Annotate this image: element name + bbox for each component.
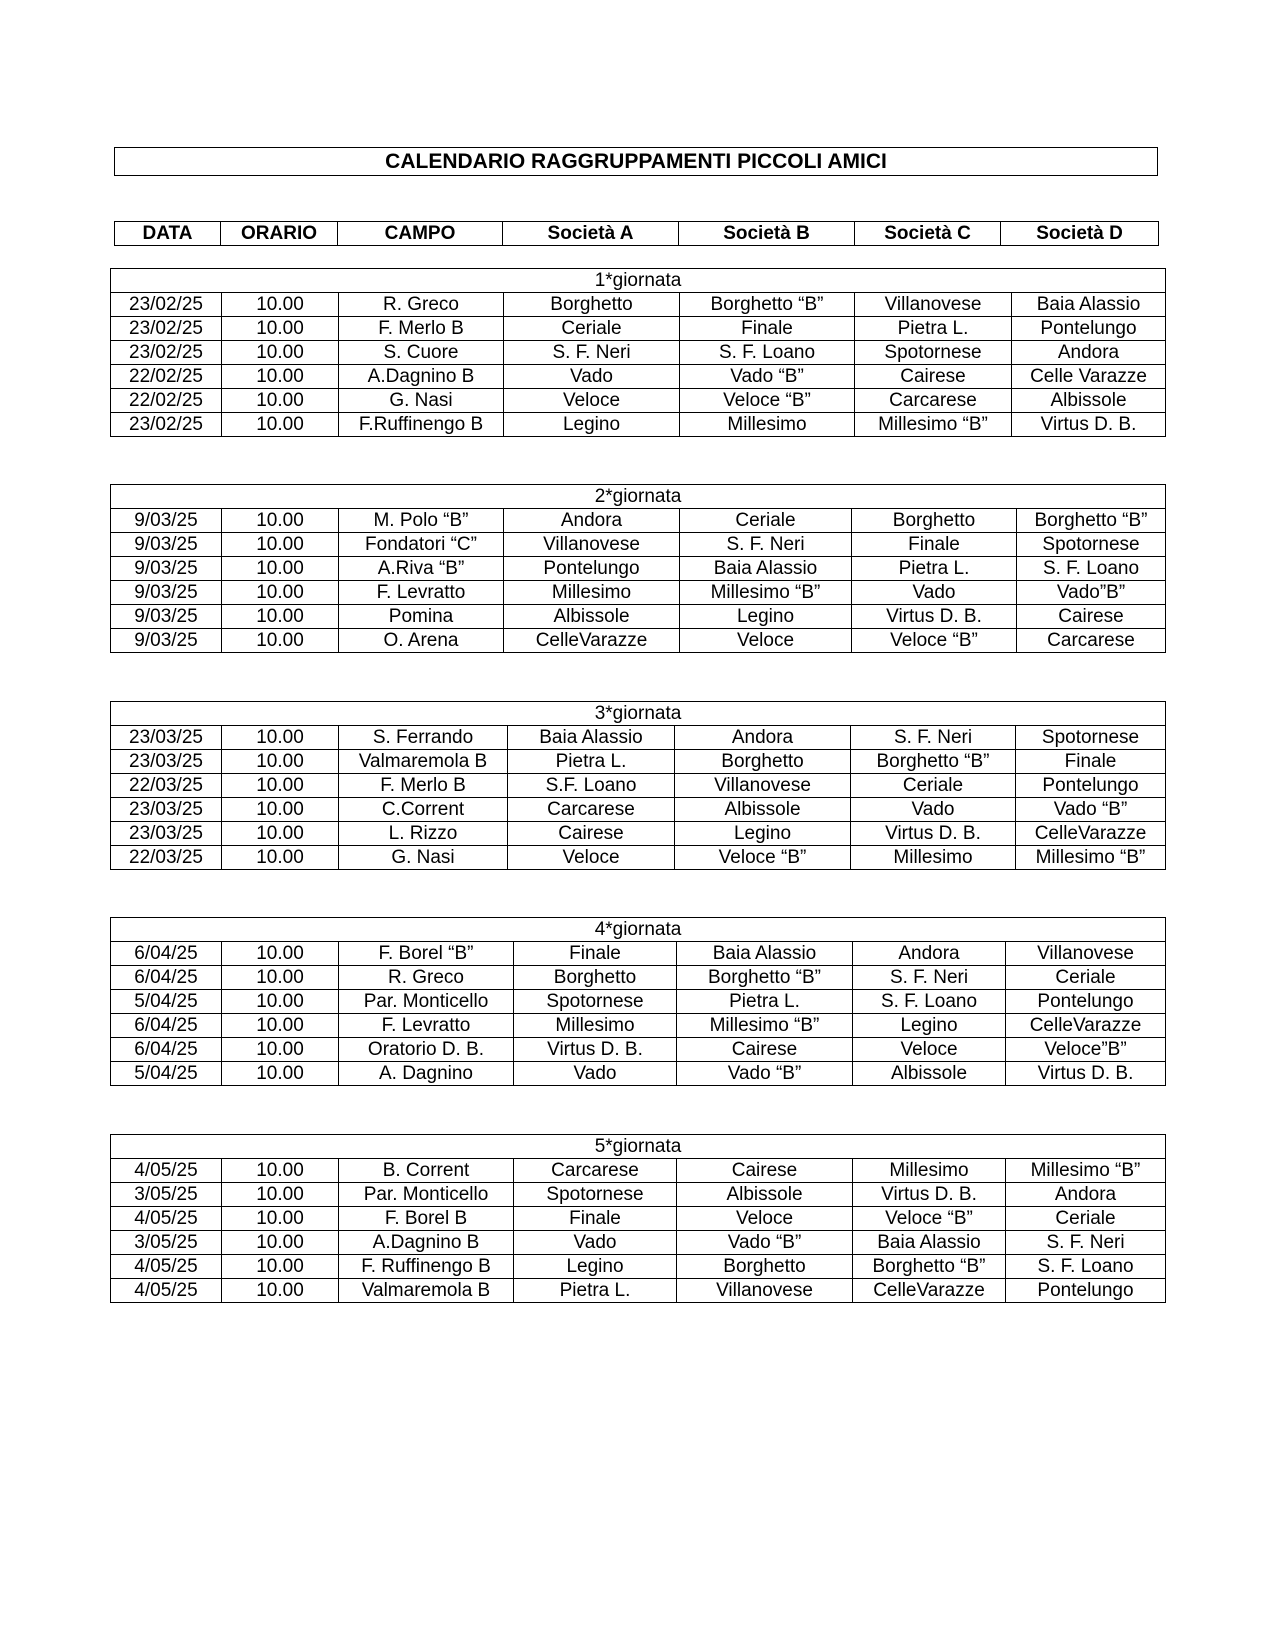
cell-data: 9/03/25 (111, 509, 222, 533)
cell-societa-b: Legino (680, 605, 852, 629)
table-row (111, 509, 1166, 533)
cell-data: 9/03/25 (111, 557, 222, 581)
cell-orario: 10.00 (222, 1207, 339, 1231)
cell-campo: G. Nasi (339, 846, 508, 870)
cell-societa-a: Vado (514, 1062, 677, 1086)
cell-campo: A.Dagnino B (339, 1231, 514, 1255)
cell-orario: 10.00 (222, 389, 339, 413)
cell-societa-c: Pietra L. (852, 557, 1017, 581)
column-header-table (114, 221, 1159, 246)
cell-societa-d: Carcarese (1017, 629, 1166, 653)
cell-societa-b: Borghetto (677, 1255, 853, 1279)
table-row (111, 846, 1166, 870)
header-orario: ORARIO (221, 222, 338, 246)
cell-societa-a: Vado (514, 1231, 677, 1255)
cell-societa-c: Finale (852, 533, 1017, 557)
cell-societa-d: Andora (1012, 341, 1166, 365)
round-table-2 (110, 484, 1166, 653)
cell-societa-c: Veloce “B” (852, 629, 1017, 653)
cell-campo: F. Merlo B (339, 317, 504, 341)
cell-societa-c: Millesimo “B” (855, 413, 1012, 437)
cell-data: 23/03/25 (111, 798, 222, 822)
table-row (111, 798, 1166, 822)
cell-societa-a: Borghetto (504, 293, 680, 317)
table-row (111, 605, 1166, 629)
table-row (111, 750, 1166, 774)
cell-orario: 10.00 (222, 581, 339, 605)
cell-data: 6/04/25 (111, 966, 222, 990)
cell-campo: A.Dagnino B (339, 365, 504, 389)
cell-societa-c: Veloce (853, 1038, 1006, 1062)
cell-societa-d: Andora (1006, 1183, 1166, 1207)
cell-societa-a: Spotornese (514, 990, 677, 1014)
round-label: 1*giornata (111, 269, 1166, 293)
table-row (111, 341, 1166, 365)
cell-societa-a: Pontelungo (504, 557, 680, 581)
cell-campo: Par. Monticello (339, 990, 514, 1014)
cell-orario: 10.00 (222, 966, 339, 990)
cell-data: 23/02/25 (111, 341, 222, 365)
cell-societa-a: Villanovese (504, 533, 680, 557)
cell-societa-b: Baia Alassio (677, 942, 853, 966)
cell-societa-d: Celle Varazze (1012, 365, 1166, 389)
cell-societa-d: Pontelungo (1006, 990, 1166, 1014)
cell-societa-d: Pontelungo (1016, 774, 1166, 798)
cell-campo: F. Ruffinengo B (339, 1255, 514, 1279)
cell-orario: 10.00 (222, 1014, 339, 1038)
cell-societa-a: Millesimo (514, 1014, 677, 1038)
cell-societa-a: Albissole (504, 605, 680, 629)
cell-orario: 10.00 (222, 509, 339, 533)
cell-societa-b: Villanovese (675, 774, 851, 798)
cell-orario: 10.00 (222, 750, 339, 774)
cell-societa-d: Pontelungo (1006, 1279, 1166, 1303)
cell-societa-a: Cairese (508, 822, 675, 846)
cell-societa-c: Albissole (853, 1062, 1006, 1086)
cell-data: 4/05/25 (111, 1255, 222, 1279)
cell-societa-d: Millesimo “B” (1016, 846, 1166, 870)
table-row (111, 1255, 1166, 1279)
cell-orario: 10.00 (222, 533, 339, 557)
cell-orario: 10.00 (222, 413, 339, 437)
cell-data: 23/03/25 (111, 822, 222, 846)
header-campo: CAMPO (338, 222, 503, 246)
cell-societa-b: Veloce “B” (675, 846, 851, 870)
cell-data: 23/02/25 (111, 413, 222, 437)
cell-data: 4/05/25 (111, 1159, 222, 1183)
cell-societa-b: Legino (675, 822, 851, 846)
cell-orario: 10.00 (222, 990, 339, 1014)
cell-societa-b: Andora (675, 726, 851, 750)
cell-societa-b: Veloce (677, 1207, 853, 1231)
cell-societa-a: Pietra L. (508, 750, 675, 774)
table-row (111, 1014, 1166, 1038)
cell-data: 23/03/25 (111, 750, 222, 774)
table-row (111, 1159, 1166, 1183)
cell-campo: A.Riva “B” (339, 557, 504, 581)
cell-societa-d: S. F. Loano (1017, 557, 1166, 581)
cell-societa-d: Veloce”B” (1006, 1038, 1166, 1062)
cell-orario: 10.00 (222, 1183, 339, 1207)
cell-societa-d: Baia Alassio (1012, 293, 1166, 317)
round-table-4 (110, 917, 1166, 1086)
cell-societa-c: Millesimo (851, 846, 1016, 870)
cell-data: 6/04/25 (111, 942, 222, 966)
cell-societa-d: Villanovese (1006, 942, 1166, 966)
header-data: DATA (115, 222, 221, 246)
cell-campo: F. Borel “B” (339, 942, 514, 966)
cell-orario: 10.00 (222, 1279, 339, 1303)
cell-societa-a: S.F. Loano (508, 774, 675, 798)
cell-societa-c: Virtus D. B. (852, 605, 1017, 629)
round-table-5 (110, 1134, 1166, 1303)
cell-orario: 10.00 (222, 1231, 339, 1255)
cell-societa-b: Cairese (677, 1038, 853, 1062)
cell-societa-c: CelleVarazze (853, 1279, 1006, 1303)
cell-societa-c: Villanovese (855, 293, 1012, 317)
cell-societa-b: Cairese (677, 1159, 853, 1183)
round-label: 2*giornata (111, 485, 1166, 509)
cell-societa-c: Vado (851, 798, 1016, 822)
cell-societa-d: Finale (1016, 750, 1166, 774)
cell-societa-d: S. F. Loano (1006, 1255, 1166, 1279)
cell-campo: R. Greco (339, 293, 504, 317)
table-row (111, 1038, 1166, 1062)
cell-orario: 10.00 (222, 605, 339, 629)
cell-orario: 10.00 (222, 846, 339, 870)
cell-societa-c: Veloce “B” (853, 1207, 1006, 1231)
cell-data: 6/04/25 (111, 1038, 222, 1062)
cell-societa-b: Ceriale (680, 509, 852, 533)
cell-data: 9/03/25 (111, 581, 222, 605)
header-societa-c: Società C (855, 222, 1001, 246)
cell-societa-a: Spotornese (514, 1183, 677, 1207)
cell-campo: F. Levratto (339, 1014, 514, 1038)
cell-societa-d: Borghetto “B” (1017, 509, 1166, 533)
cell-campo: A. Dagnino (339, 1062, 514, 1086)
cell-societa-b: Albissole (677, 1183, 853, 1207)
cell-campo: C.Corrent (339, 798, 508, 822)
cell-orario: 10.00 (222, 798, 339, 822)
cell-societa-c: Andora (853, 942, 1006, 966)
cell-societa-b: S. F. Loano (680, 341, 855, 365)
table-row (111, 822, 1166, 846)
header-societa-b: Società B (679, 222, 855, 246)
cell-societa-a: Baia Alassio (508, 726, 675, 750)
cell-societa-d: Virtus D. B. (1012, 413, 1166, 437)
cell-data: 3/05/25 (111, 1231, 222, 1255)
cell-societa-a: Legino (504, 413, 680, 437)
cell-societa-c: Carcarese (855, 389, 1012, 413)
cell-societa-c: Virtus D. B. (851, 822, 1016, 846)
table-row (111, 629, 1166, 653)
cell-orario: 10.00 (222, 629, 339, 653)
cell-societa-d: CelleVarazze (1016, 822, 1166, 846)
table-row (111, 1231, 1166, 1255)
table-row (111, 413, 1166, 437)
cell-societa-c: Virtus D. B. (853, 1183, 1006, 1207)
cell-societa-a: Borghetto (514, 966, 677, 990)
cell-societa-b: Millesimo “B” (677, 1014, 853, 1038)
cell-campo: Oratorio D. B. (339, 1038, 514, 1062)
cell-campo: Pomina (339, 605, 504, 629)
cell-societa-c: Borghetto (852, 509, 1017, 533)
cell-data: 23/03/25 (111, 726, 222, 750)
cell-societa-b: Albissole (675, 798, 851, 822)
cell-societa-d: Vado”B” (1017, 581, 1166, 605)
cell-data: 9/03/25 (111, 629, 222, 653)
cell-campo: F. Levratto (339, 581, 504, 605)
cell-campo: S. Ferrando (339, 726, 508, 750)
cell-societa-b: Borghetto (675, 750, 851, 774)
cell-societa-a: Veloce (504, 389, 680, 413)
cell-data: 22/03/25 (111, 774, 222, 798)
cell-data: 9/03/25 (111, 605, 222, 629)
cell-orario: 10.00 (222, 942, 339, 966)
cell-societa-c: Pietra L. (855, 317, 1012, 341)
cell-orario: 10.00 (222, 1038, 339, 1062)
cell-societa-c: Cairese (855, 365, 1012, 389)
cell-orario: 10.00 (222, 822, 339, 846)
table-row (111, 966, 1166, 990)
cell-orario: 10.00 (222, 341, 339, 365)
cell-societa-b: Borghetto “B” (677, 966, 853, 990)
round-table-1 (110, 268, 1166, 437)
cell-data: 6/04/25 (111, 1014, 222, 1038)
cell-data: 4/05/25 (111, 1207, 222, 1231)
cell-societa-b: Millesimo (680, 413, 855, 437)
cell-orario: 10.00 (222, 1062, 339, 1086)
cell-campo: Valmaremola B (339, 750, 508, 774)
cell-campo: S. Cuore (339, 341, 504, 365)
table-row (111, 365, 1166, 389)
cell-societa-a: CelleVarazze (504, 629, 680, 653)
cell-societa-d: Spotornese (1017, 533, 1166, 557)
cell-societa-b: Millesimo “B” (680, 581, 852, 605)
cell-societa-b: S. F. Neri (680, 533, 852, 557)
cell-orario: 10.00 (222, 774, 339, 798)
cell-campo: F.Ruffinengo B (339, 413, 504, 437)
cell-societa-a: Finale (514, 1207, 677, 1231)
cell-societa-c: Borghetto “B” (853, 1255, 1006, 1279)
cell-societa-c: S. F. Neri (851, 726, 1016, 750)
cell-data: 3/05/25 (111, 1183, 222, 1207)
cell-orario: 10.00 (222, 293, 339, 317)
cell-societa-d: Spotornese (1016, 726, 1166, 750)
cell-societa-d: S. F. Neri (1006, 1231, 1166, 1255)
cell-societa-b: Villanovese (677, 1279, 853, 1303)
cell-societa-b: Vado “B” (677, 1231, 853, 1255)
cell-societa-b: Veloce “B” (680, 389, 855, 413)
cell-societa-b: Vado “B” (677, 1062, 853, 1086)
cell-societa-c: S. F. Neri (853, 966, 1006, 990)
cell-societa-c: S. F. Loano (853, 990, 1006, 1014)
round-label: 3*giornata (111, 702, 1166, 726)
cell-campo: G. Nasi (339, 389, 504, 413)
cell-campo: F. Borel B (339, 1207, 514, 1231)
cell-orario: 10.00 (222, 1255, 339, 1279)
table-row (111, 581, 1166, 605)
cell-campo: M. Polo “B” (339, 509, 504, 533)
table-row (111, 533, 1166, 557)
cell-orario: 10.00 (222, 557, 339, 581)
cell-societa-d: Cairese (1017, 605, 1166, 629)
cell-orario: 10.00 (222, 317, 339, 341)
cell-societa-d: CelleVarazze (1006, 1014, 1166, 1038)
cell-campo: R. Greco (339, 966, 514, 990)
cell-data: 5/04/25 (111, 990, 222, 1014)
cell-societa-d: Ceriale (1006, 1207, 1166, 1231)
cell-societa-a: Virtus D. B. (514, 1038, 677, 1062)
cell-societa-d: Millesimo “B” (1006, 1159, 1166, 1183)
table-row (111, 293, 1166, 317)
table-row (111, 942, 1166, 966)
cell-data: 9/03/25 (111, 533, 222, 557)
cell-societa-c: Millesimo (853, 1159, 1006, 1183)
cell-societa-d: Albissole (1012, 389, 1166, 413)
table-row (111, 774, 1166, 798)
table-row (111, 1183, 1166, 1207)
cell-societa-c: Borghetto “B” (851, 750, 1016, 774)
cell-data: 23/02/25 (111, 293, 222, 317)
cell-orario: 10.00 (222, 365, 339, 389)
cell-societa-a: Andora (504, 509, 680, 533)
cell-campo: Fondatori “C” (339, 533, 504, 557)
round-label: 5*giornata (111, 1135, 1166, 1159)
table-row (111, 1207, 1166, 1231)
table-row (111, 726, 1166, 750)
cell-societa-a: Carcarese (514, 1159, 677, 1183)
cell-societa-b: Veloce (680, 629, 852, 653)
cell-data: 4/05/25 (111, 1279, 222, 1303)
cell-societa-a: Ceriale (504, 317, 680, 341)
cell-societa-a: Carcarese (508, 798, 675, 822)
cell-campo: B. Corrent (339, 1159, 514, 1183)
cell-data: 23/02/25 (111, 317, 222, 341)
cell-societa-b: Vado “B” (680, 365, 855, 389)
cell-societa-d: Pontelungo (1012, 317, 1166, 341)
cell-societa-b: Pietra L. (677, 990, 853, 1014)
round-table-3 (110, 701, 1166, 870)
table-row (111, 557, 1166, 581)
cell-campo: O. Arena (339, 629, 504, 653)
cell-societa-d: Vado “B” (1016, 798, 1166, 822)
cell-societa-b: Finale (680, 317, 855, 341)
cell-societa-c: Baia Alassio (853, 1231, 1006, 1255)
cell-societa-a: Finale (514, 942, 677, 966)
header-societa-a: Società A (503, 222, 679, 246)
table-row (111, 1279, 1166, 1303)
cell-societa-a: Pietra L. (514, 1279, 677, 1303)
header-societa-d: Società D (1001, 222, 1159, 246)
cell-campo: L. Rizzo (339, 822, 508, 846)
cell-societa-c: Ceriale (851, 774, 1016, 798)
cell-societa-b: Baia Alassio (680, 557, 852, 581)
page-title: CALENDARIO RAGGRUPPAMENTI PICCOLI AMICI (114, 147, 1158, 176)
cell-societa-c: Legino (853, 1014, 1006, 1038)
cell-orario: 10.00 (222, 1159, 339, 1183)
table-row (111, 389, 1166, 413)
cell-societa-d: Ceriale (1006, 966, 1166, 990)
cell-campo: Valmaremola B (339, 1279, 514, 1303)
table-row (111, 317, 1166, 341)
cell-data: 22/03/25 (111, 846, 222, 870)
cell-data: 22/02/25 (111, 365, 222, 389)
table-row (111, 1062, 1166, 1086)
cell-societa-a: Legino (514, 1255, 677, 1279)
cell-societa-c: Spotornese (855, 341, 1012, 365)
cell-campo: F. Merlo B (339, 774, 508, 798)
cell-societa-a: S. F. Neri (504, 341, 680, 365)
table-row (111, 990, 1166, 1014)
cell-societa-d: Virtus D. B. (1006, 1062, 1166, 1086)
cell-orario: 10.00 (222, 726, 339, 750)
round-label: 4*giornata (111, 918, 1166, 942)
cell-societa-c: Vado (852, 581, 1017, 605)
cell-societa-a: Millesimo (504, 581, 680, 605)
cell-data: 5/04/25 (111, 1062, 222, 1086)
cell-campo: Par. Monticello (339, 1183, 514, 1207)
cell-societa-a: Vado (504, 365, 680, 389)
cell-societa-a: Veloce (508, 846, 675, 870)
cell-data: 22/02/25 (111, 389, 222, 413)
cell-societa-b: Borghetto “B” (680, 293, 855, 317)
